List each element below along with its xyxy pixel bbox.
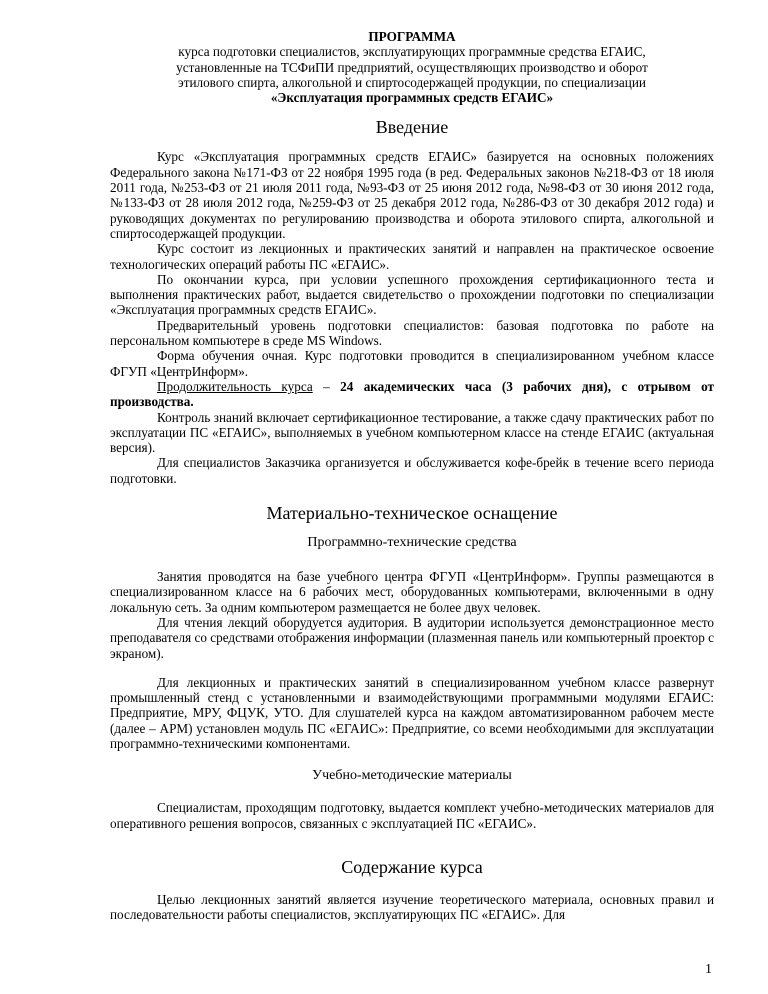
intro-paragraph-3: По окончании курса, при условии успешного прохождения сертификационного теста и выполнения практических работ, выдается свидетельство о прохождении подготовки по специализации «Эксплуатация программных средств ЕГАИС». <box>110 271 714 318</box>
duration-value: 24 академических часа (3 рабочих дня), с отрывом от производства. <box>110 378 715 410</box>
contents-paragraph-1: Целью лекционных занятий является изучение теоретического материала, основных правил и последовательности работы специалистов, эксплуатирующих ПС «ЕГАИС». Для <box>110 891 714 923</box>
intro-paragraph-7: Контроль знаний включает сертификационное тестирование, а также сдачу практических работ по эксплуатации ПС «ЕГАИС», выполняемых в учебном компьютерном классе на стенде ЕГАИС (актуальная версия). <box>110 409 714 456</box>
material-paragraph-3: Для лекционных и практических занятий в специализированном учебном классе развернут промышленный стенд с установленными и взаимодействующими программными модулями ЕГАИС: Предприятие, МРУ, ФЦУК, УТО. Для слушателей курса на каждом автоматизированном рабочем месте (далее – АРМ) установлен модуль ПС «ЕГАИС»: Предприятие, со всеми необходимыми для эксплуатации программно-техническими компонентами. <box>110 674 714 751</box>
contents-heading: Содержание курса <box>341 856 483 877</box>
header-line-1: курса подготовки специалистов, эксплуатирующих программные средства ЕГАИС, <box>178 44 646 60</box>
duration-label: Продолжительность курса <box>157 378 313 394</box>
intro-heading: Введение <box>375 117 449 138</box>
intro-paragraph-8: Для специалистов Заказчика организуется и обслуживается кофе-брейк в течение всего периода подготовки. <box>110 455 714 486</box>
intro-paragraph-1: Курс «Эксплуатация программных средств ЕГАИС» базируется на основных положениях Федерального закона №171-ФЗ от 22 ноября 1995 года (в ред. Федеральных законов №218-ФЗ от 18 июля 2011 года, №253-ФЗ от 21 июля 2011 года, №93-ФЗ от 25 июня 2012 года, №98-ФЗ от 30 июня 2012 года, №133-ФЗ от 28 июля 2012 года, №259-ФЗ от 25 декабря 2012 года, №286-ФЗ от 30 декабря 2012 года) и руководящих документах по регулированию производства и оборота этилового спирта, алкогольной и спиртосодержащей продукции. <box>110 149 714 241</box>
material-heading: Материально-техническое оснащение <box>266 503 558 524</box>
material-paragraph-2: Для чтения лекций оборудуется аудитория. В аудитории используется демонстрационное место преподавателя со средствами отображения информации (плазменная панель или компьютерный проектор с экраном). <box>110 614 714 661</box>
document-content <box>110 29 714 922</box>
header-line-3: этилового спирта, алкогольной и спиртосодержащей продукции, по специализации <box>178 74 646 90</box>
duration-dash: – <box>312 378 341 394</box>
intro-paragraph-4: Предварительный уровень подготовки специалистов: базовая подготовка по работе на персональном компьютере в среде MS Windows. <box>110 317 714 349</box>
methodical-materials-subheading: Учебно-методические материалы <box>312 768 512 784</box>
intro-paragraph-2: Курс состоит из лекционных и практических занятий и направлен на практическое освоение технологических операций работы ПС «ЕГАИС». <box>110 241 714 272</box>
intro-paragraph-5: Форма обучения очная. Курс подготовки проводится в специализированном учебном классе ФГУП «ЦентрИнформ». <box>110 348 714 379</box>
page-number: 1 <box>705 962 712 977</box>
material-paragraph-1: Занятия проводятся на базе учебного центра ФГУП «ЦентрИнформ». Группы размещаются в специализированном классе на 6 рабочих мест, оборудованных компьютерами, включенными в одну локальную сеть. За одним компьютером размещается не более двух человек. <box>110 569 714 615</box>
header-specialization: «Эксплуатация программных средств ЕГАИС» <box>270 90 554 106</box>
material-paragraph-4: Специалистам, проходящим подготовку, выдается комплект учебно-методических материалов для оперативного решения вопросов, связанных с эксплуатацией ПС «ЕГАИС». <box>110 800 714 831</box>
document-header <box>110 29 714 105</box>
intro-duration-paragraph <box>110 379 714 410</box>
program-title: ПРОГРАММА <box>368 29 456 44</box>
software-hardware-subheading: Программно-технические средства <box>307 535 517 551</box>
header-line-2: установленные на ТСФиПИ предприятий, осуществляющих производство и оборот <box>176 59 648 75</box>
